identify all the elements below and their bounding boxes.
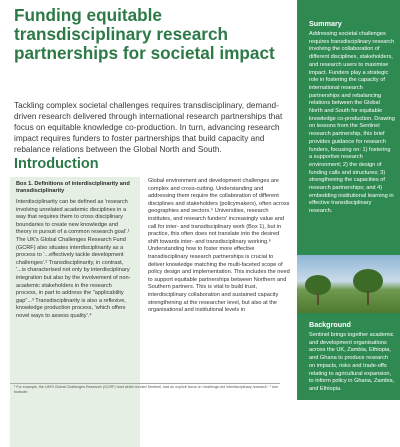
box-text: Interdisciplinarity can be defined as 'research involving unrelated academic disciplines in a way that requires them to cross disciplinary boundaries to create new knowledge and theory in pursuit of a common research goal'.¹ The UK's Global Challenges Research Fund (GCRF) also situates interdisciplinarity as a process to '...effectively tackle development challenges'.² Transdisciplinarity, in contrast, '...is characterised not only by interdisciplinary integration but also by the involvement of non-academic stakeholders in the research process, in part to address the "applicability gap"...³ Transdisciplinarity is also a reflexive, knowledge production process, 'which offers novel ways to assess quality'.⁴: [16, 199, 131, 319]
background-text: Sentinel brings together academic and development organisations across the UK, Zambia, Ethiopia, and Ghana to produce research on impacts, risks and trade-offs relating to agricultural expansion, to inform policy in Ghana, Zambia, and Ethiopia.: [309, 332, 395, 392]
introduction-heading: Introduction: [14, 156, 99, 172]
tree-trunk: [367, 291, 369, 305]
footnote-divider: [10, 383, 280, 384]
definitions-box: [10, 177, 140, 447]
tree-trunk: [317, 293, 319, 305]
page-title: Funding equitable transdisciplinary research partnerships for societal impact: [14, 5, 275, 63]
tree-shape: [353, 269, 383, 293]
intro-paragraph: Tackling complex societal challenges requires transdisciplinary, demand-driven research delivered through international research partnerships that focus on equitable knowledge co-production. In turn, advancing research impact requires funders to foster partnerships that build capacity and rebalance relations between the Global North and South.: [14, 101, 283, 154]
box-title: Box 1. Definitions of interdisciplinarity and transdisciplinarity: [16, 181, 130, 194]
body-text: Global environment and development challenges are complex and cross-cutting. Understanding and addressing them require the collaboration of different disciplines and stakeholders (policymakers), often across geographies and sectors.⁵ Universities, research institutes, and research funders' increasingly value and call for inter- and transdisciplinary work (Box 1), but in practice, this often does not translate into the desired shift towards inter- and transdisciplinary working.⁶ Understanding how to foster more effective transdisciplinary research partnerships is crucial to deliver knowledge matching the multi-faceted scope of policy design and implementation. This includes the need to support equitable partnerships between Northern and Southern partners. This is vital to build trust, interdisciplinary collaboration and sustained capacity strengthening at the researcher level, but also at the organisational and institutional levels in: [148, 178, 290, 314]
sidebar: [297, 0, 400, 400]
summary-text: Addressing societal challenges requires transdisciplinary research involving the collaboration of different disciplines, stakeholders, and research users to maximise impact. Funders play a strategic role in fostering the capacity of international research partnerships and rebalancing relations between the Global North and South for equitable knowledge co-production. Drawing on lessons from the Sentinel research partnership, this brief provides guidance for research funders, focusing on: 1) fostering a supportive research environment; 2) the design of funding calls and structures; 3) strengthening the capacities of research partnerships; and 4) embedding institutional learning in effective transdisciplinary research.: [309, 31, 395, 215]
footnote: ¹ For example, the UKRI Global Challenges Research (GCRF) fund which funded Sentinel, had an explicit focus on 'challenge-led interdisciplinary research'. ² see footnote: [14, 385, 278, 394]
tree-shape: [305, 275, 331, 295]
summary-heading: Summary: [309, 19, 342, 28]
landscape-photo: [297, 255, 400, 313]
background-heading: Background: [309, 320, 351, 329]
